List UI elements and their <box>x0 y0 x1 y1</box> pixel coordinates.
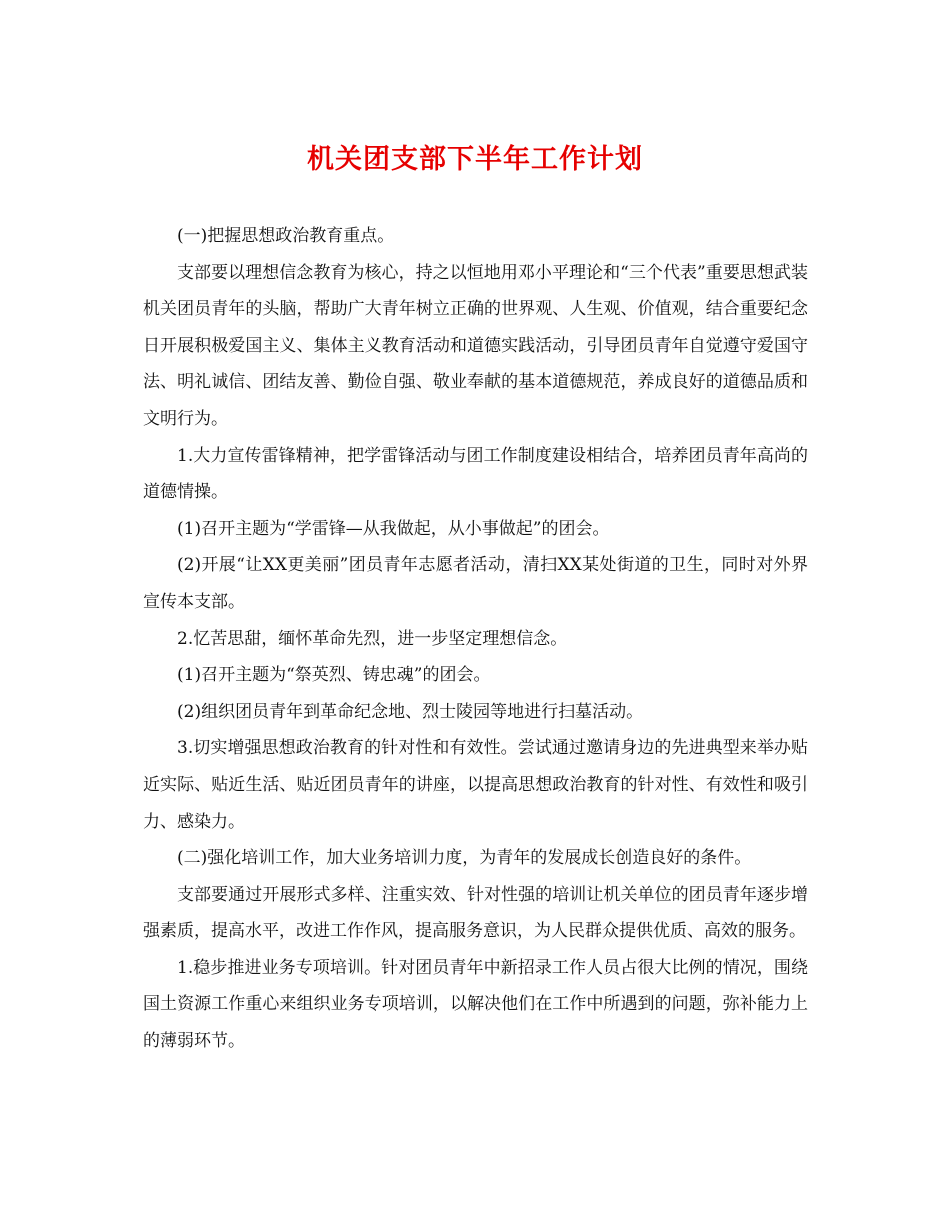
paragraph: 支部要通过开展形式多样、注重实效、针对性强的培训让机关单位的团员青年逐步增强素质，提高水平，改进工作作风，提高服务意识，为人民群众提供优质、高效的服务。 <box>143 884 808 942</box>
paragraph: 2.忆苦思甜，缅怀革命先烈，进一步坚定理想信念。 <box>177 628 568 649</box>
paragraph: (2)开展“让XX更美丽”团员青年志愿者活动，清扫XX某处街道的卫生，同时对外界宣传本支部。 <box>143 555 808 612</box>
paragraph: (2)组织团员青年到革命纪念地、烈士陵园等地进行扫墓活动。 <box>177 701 644 722</box>
paragraph: 3.切实增强思想政治教育的针对性和有效性。尝试通过邀请身边的先进典型来举办贴近实际、贴近生活、贴近团员青年的讲座，以提高思想政治教育的针对性、有效性和吸引力、感染力。 <box>143 738 808 832</box>
paragraph: (一)把握思想政治教育重点。 <box>177 226 395 246</box>
paragraph: 1.稳步推进业务专项培训。针对团员青年中新招录工作人员占很大比例的情况，围绕国土资源工作重心来组织业务专项培训，以解决他们在工作中所遇到的问题，弥补能力上的薄弱环节。 <box>143 957 808 1052</box>
document-body <box>143 218 808 1060</box>
paragraph: 1.大力宣传雷锋精神，把学雷锋活动与团工作制度建设相结合，培养团员青年高尚的道德情操。 <box>143 445 808 503</box>
paragraph: (二)强化培训工作，加大业务培训力度，为青年的发展成长创造良好的条件。 <box>177 848 752 869</box>
paragraph: (1)召开主题为“祭英烈、铸忠魂”的团会。 <box>177 665 491 686</box>
document-title: 机关团支部下半年工作计划 <box>307 144 643 175</box>
paragraph: 支部要以理想信念教育为核心，持之以恒地用邓小平理论和“三个代表”重要思想武装机关团员青年的头脑，帮助广大青年树立正确的世界观、人生观、价值观，结合重要纪念日开展积极爱国主义、集体主义教育活动和道德实践活动，引导团员青年自觉遵守爱国守法、明礼诚信、团结友善、勤俭自强、敬业奉献的基本道德规范，养成良好的道德品质和文明行为。 <box>143 262 808 429</box>
paragraph: (1)召开主题为“学雷锋—从我做起，从小事做起”的团会。 <box>177 518 610 539</box>
